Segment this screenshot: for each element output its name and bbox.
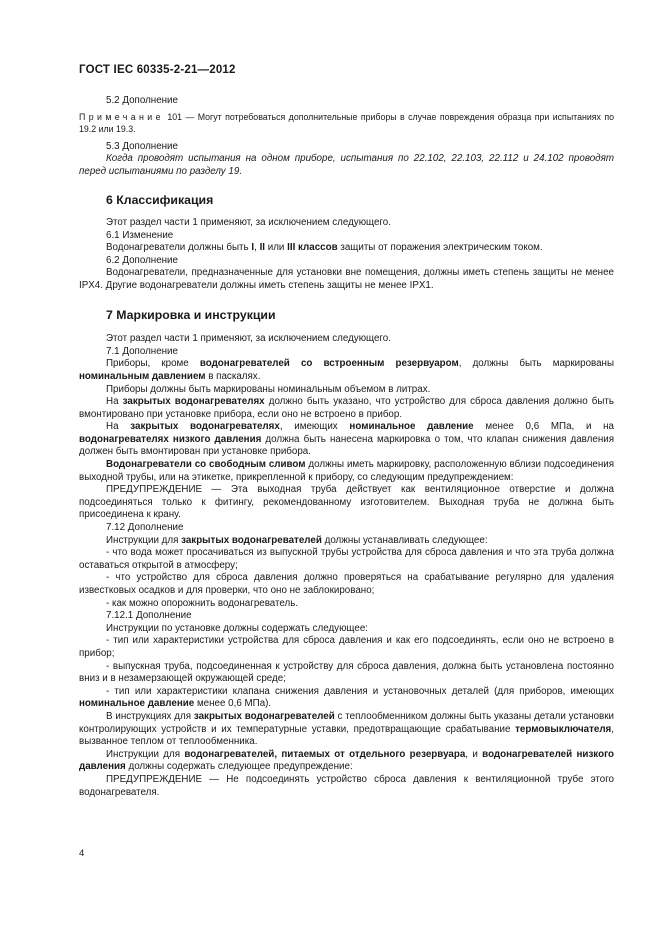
section-5-3-text: Когда проводят испытания на одном приборе, испытания по 22.102, 22.103, 22.112 и 24.102 проводят перед испытаниями по разделу 19.: [79, 153, 614, 177]
text-span: , должны быть маркированы: [458, 358, 615, 370]
text-span: На: [106, 396, 123, 408]
paragraph-7-1-e: [79, 459, 614, 484]
paragraph-7-1-c: [79, 396, 614, 421]
paragraph-7-12-1-c: [79, 749, 614, 774]
term: закрытых водонагревателей: [181, 534, 322, 546]
warning-outlet-pipe: ПРЕДУПРЕЖДЕНИЕ — Эта выходная труба действует как вентиляционное отверстие и должна подсоединяться только к фитингу, рекомендованному изготовителем. Выходная труба не должна быть присоединена к крану.: [79, 484, 614, 521]
note-101: [79, 111, 614, 136]
section-7-12-1-heading: 7.12.1 Дополнение: [106, 610, 192, 622]
class-ii: II: [259, 242, 266, 254]
section-6-1-text: [79, 242, 614, 255]
note-label: Примечание: [79, 111, 164, 122]
text-span: должно быть указано, что устройство для сброса давления должно быть вмонтировано при установке прибора, если оно не встроено в прибор.: [79, 396, 615, 420]
text-span: должна быть нанесена маркировка о том, что клапан снижения давления должен быть вмонтирован при установке прибора.: [79, 433, 615, 458]
text-span: должны иметь маркировку, расположенную вблизи подсоединения выходной трубы, или на этикетке, прикрепленной к прибору, со следующим предупреждением:: [79, 459, 615, 483]
section-5-2-heading: 5.2 Дополнение: [106, 95, 178, 106]
section-5-3-heading: 5.3 Дополнение: [106, 140, 178, 152]
list-item: [79, 686, 614, 711]
term: номинальное давление: [349, 421, 474, 433]
term: закрытых водонагревателях: [130, 421, 280, 433]
warning-vent-pipe: ПРЕДУПРЕЖДЕНИЕ — Не подсоединять устройство сброса давления к вентиляционной трубе этого водонагревателя.: [79, 773, 614, 798]
term: термовыключателя: [515, 723, 612, 735]
term: номинальным давлением: [79, 370, 206, 382]
text-span: с теплообменником должны быть указаны детали установки контролирующих устройств и их температурные уставки, предотвращающие срабатывание: [79, 710, 614, 735]
text-span: защиты от поражения электрическим током.: [337, 242, 543, 254]
paragraph-7-1-d: [79, 421, 614, 459]
section-6-intro: Этот раздел части 1 применяют, за исключением следующего.: [106, 216, 391, 228]
list-item: - тип или характеристики устройства для сброса давления и как его подсоединять, если оно не встроено в прибор;: [79, 635, 614, 659]
text-span: Приборы, кроме: [106, 358, 200, 370]
text-span: , и: [465, 748, 483, 760]
paragraph-7-1-b: Приборы должны быть маркированы номинальным объемом в литрах.: [106, 383, 431, 395]
text-span: , имеющих: [279, 421, 350, 433]
term: водонагревателей, питаемых от отдельного резервуара: [184, 748, 466, 760]
text-span: или: [265, 242, 288, 254]
paragraph-7-1-a: [79, 358, 614, 383]
text-span: в паскалях.: [205, 370, 261, 382]
text-span: ,: [254, 242, 260, 254]
class-iii: III классов: [287, 242, 338, 254]
term: номинальное давление: [79, 698, 195, 710]
list-item: - как можно опорожнить водонагреватель.: [106, 597, 299, 609]
section-7-title: 7 Маркировка и инструкции: [106, 307, 276, 322]
section-7-1-heading: 7.1 Дополнение: [106, 345, 178, 357]
term: водонагревателях низкого давления: [79, 433, 262, 445]
paragraph-7-12-a: [79, 535, 614, 548]
note-text: 101 — Могут потребоваться дополнительные приборы в случае повреждения образца при испытаниях по 19.2 или 19.3.: [79, 111, 614, 135]
section-6-1-heading: 6.1 Изменение: [106, 229, 174, 241]
paragraph-7-12-1-b: [79, 711, 614, 749]
list-item: - что устройство для сброса давления должно проверяться на срабатывание регулярно для удаления известковых осадков и для проверки, что оно не заблокировано;: [79, 572, 614, 596]
text-span: - тип или характеристики клапана снижения давления и установочных деталей (для приборов, имеющих: [106, 685, 614, 697]
section-7-12-heading: 7.12 Дополнение: [106, 522, 184, 534]
term: закрытых водонагревателей: [193, 710, 335, 722]
section-6-title: 6 Классификация: [106, 193, 214, 208]
page-content: [79, 95, 614, 799]
text-span: Инструкции для: [106, 748, 185, 760]
text-span: На: [106, 421, 131, 433]
text-span: должны содержать следующее предупреждение:: [125, 761, 353, 773]
text-span: В инструкциях для: [106, 710, 194, 722]
section-6-2-text: Водонагреватели, предназначенные для установки вне помещения, должны иметь степень защиты не менее IPX4. Другие водонагреватели должны иметь степень защиты не менее IPX1.: [79, 267, 614, 291]
page-number: 4: [79, 848, 85, 859]
section-6-2-heading: 6.2 Дополнение: [106, 254, 178, 266]
paragraph-7-12-1-a: Инструкции по установке должны содержать следующее:: [106, 622, 368, 634]
text-span: должны устанавливать следующее:: [321, 534, 488, 546]
text-span: Водонагреватели должны быть: [106, 242, 252, 254]
term: водонагревателей низкого давления: [79, 748, 615, 773]
section-7-intro: Этот раздел части 1 применяют, за исключением следующего.: [106, 333, 391, 345]
text-span: , вызванное теплом от теплообменника.: [79, 723, 614, 748]
list-item: - выпускная труба, подсоединенная к устройству для сброса давления, должна быть установлена постоянно вниз и в незамерзающей окружающей среде;: [79, 660, 614, 685]
term: закрытых водонагревателях: [122, 396, 265, 408]
term: водонагревателей со встроенным резервуаром: [199, 358, 459, 370]
term: Водонагреватели со свободным сливом: [106, 459, 306, 471]
list-item: - что вода может просачиваться из выпускной трубы устройства для сброса давления и что эта труба должна оставаться открытой в атмосферу;: [79, 547, 614, 571]
text-span: Инструкции для: [106, 534, 182, 546]
text-span: менее 0,6 МПа).: [194, 698, 272, 710]
text-span: менее 0,6 МПа, и на: [473, 421, 615, 433]
document-header: ГОСТ IEC 60335-2-21—2012: [79, 64, 236, 76]
class-i: I: [251, 242, 255, 254]
